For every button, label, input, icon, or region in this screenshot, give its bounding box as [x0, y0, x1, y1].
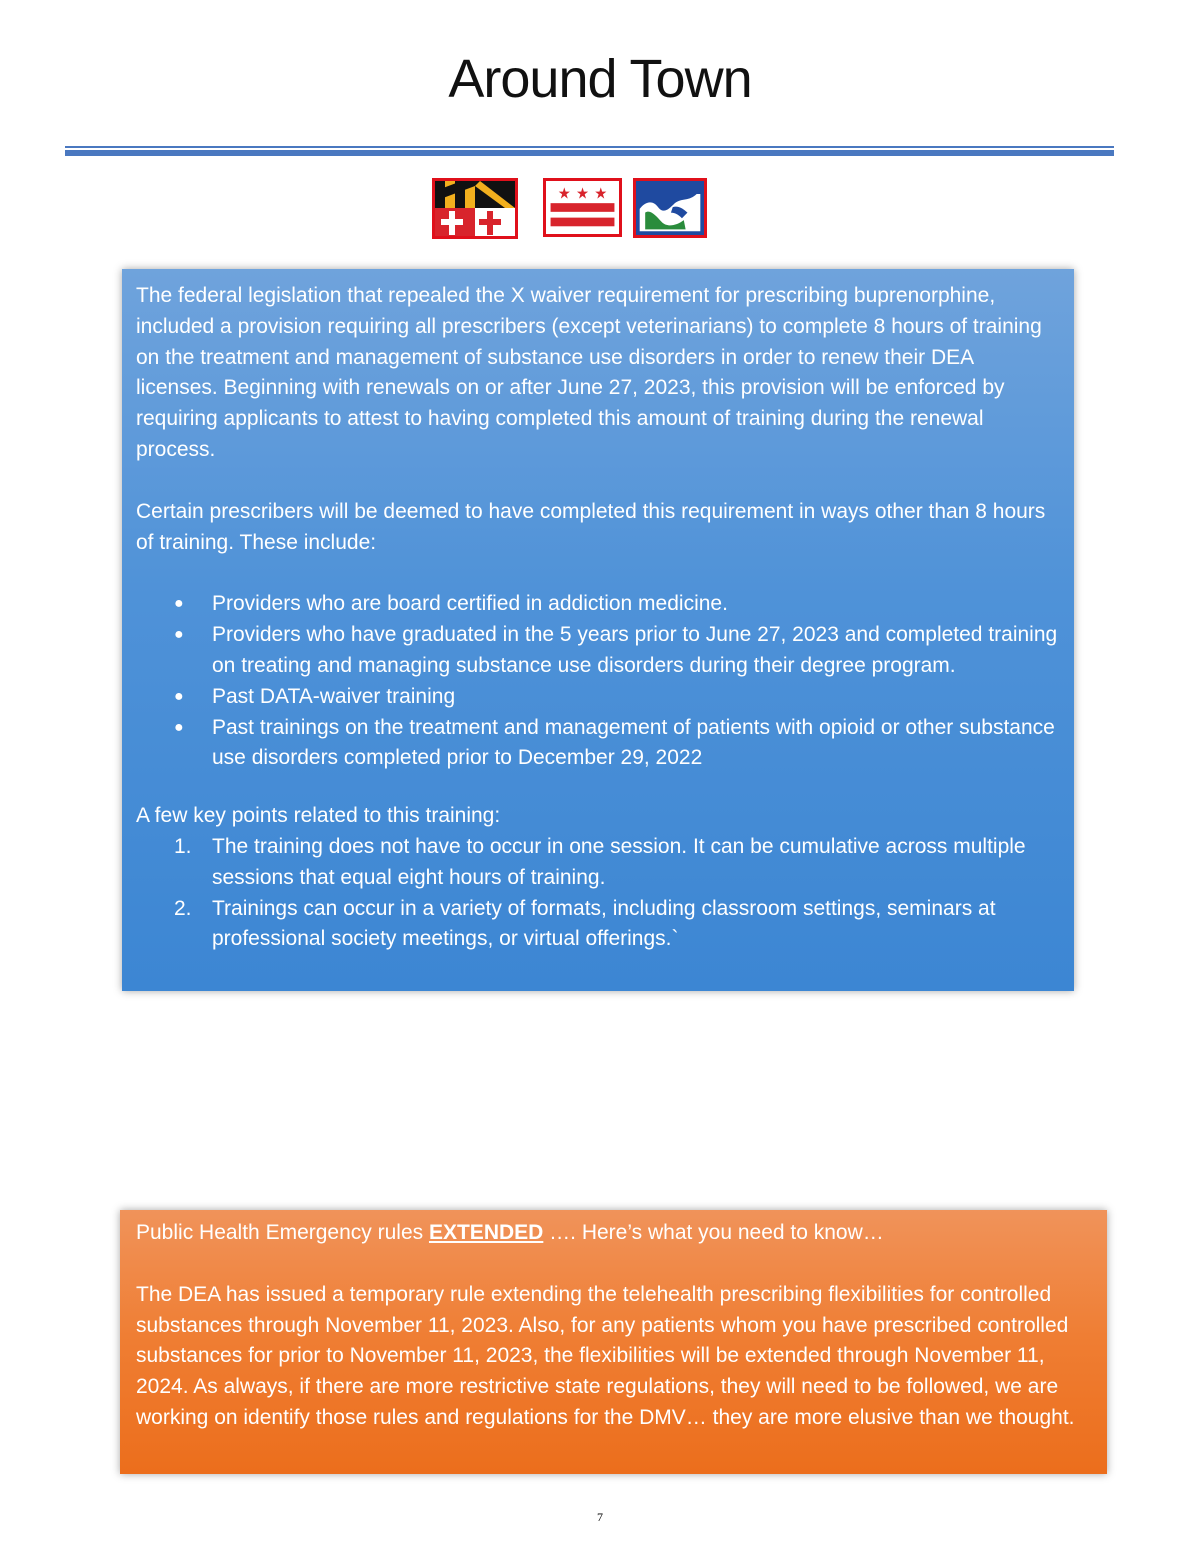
header-rule-thin: [65, 146, 1114, 148]
list-item: ● Providers who are board certified in addiction medicine.: [174, 592, 728, 616]
list-item: 1. The training does not have to occur in one session. It can be cumulative across multiple sessions that equal eight hours of training.: [174, 834, 1026, 889]
virginia-flag-icon: [633, 178, 707, 238]
key-points-list: [136, 832, 1060, 955]
maryland-flag-icon: [432, 178, 518, 239]
list-item: ● Past trainings on the treatment and management of patients with opioid or other substance use disorders completed prior to December 29, 2022: [174, 715, 1055, 770]
emergency-heading: Public Health Emergency rules EXTENDED …. Here’s what you need to know…: [136, 1221, 884, 1244]
list-item: ● Providers who have graduated in the 5 years prior to June 27, 2023 and completed training on treating and managing substance use disorders during their degree program.: [174, 623, 1058, 677]
training-paragraph-1: The federal legislation that repealed the X waiver requirement for prescribing buprenorphine, included a provision requiring all prescribers (except veterinarians) to complete 8 hours of training on the treatment and management of substance use disorders in order to renew their DEA licenses. Beginning with renewals on or after June 27, 2023, this provision will be enforced by requiring applicants to attest to having completed this amount of training during the renewal process.: [136, 284, 1042, 461]
page-number: 7: [597, 1510, 603, 1524]
dc-flag-icon: [543, 178, 622, 237]
list-item: 2. Trainings can occur in a variety of formats, including classroom settings, seminars at professional society meetings, or virtual offerings.`: [174, 896, 996, 951]
list-item: ● Past DATA-waiver training: [174, 684, 456, 708]
header-rule-thick: [65, 150, 1114, 156]
emergency-body: The DEA has issued a temporary rule extending the telehealth prescribing flexibilities for controlled substances through November 11, 2023. Also, for any patients whom you have prescribed controlled substances for prior to November 11, 2023, the flexibilities will be extended through November 11, 2024. As always, if there are more restrictive state regulations, they will need to be followed, we are working on identify those rules and regulations for the DMV… they are more elusive than we thought.: [136, 1282, 1075, 1429]
public-health-emergency-box: [120, 1210, 1107, 1474]
svg-text:★: ★: [594, 183, 608, 203]
training-requirement-box: [122, 269, 1074, 991]
flag-row: [0, 178, 1200, 240]
page-title: Around Town: [448, 49, 752, 109]
training-paragraph-2: Certain prescribers will be deemed to have completed this requirement in ways other than 8 hours of training. These include:: [136, 499, 1046, 554]
extended-emphasis: EXTENDED: [428, 1221, 544, 1244]
exemption-list: [136, 589, 1060, 774]
training-paragraph-3: A few key points related to this training:: [136, 804, 501, 828]
svg-text:★: ★: [575, 183, 590, 203]
svg-text:★: ★: [557, 183, 571, 203]
